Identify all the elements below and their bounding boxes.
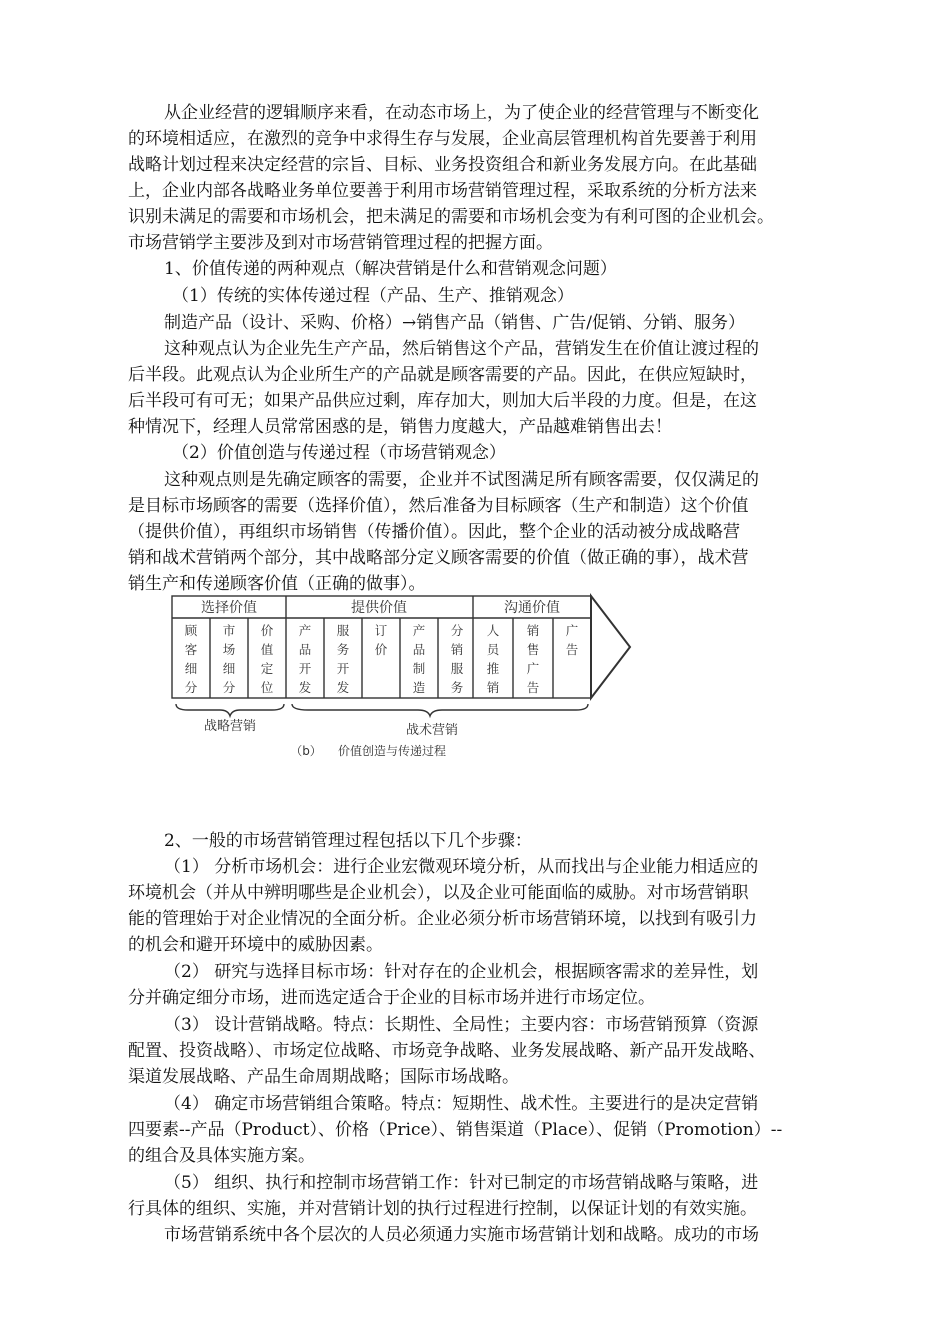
group-label-select: 选择价值 (201, 600, 257, 616)
diagram-cell-label: 价值定位 (260, 623, 274, 695)
paragraph-traditional (128, 336, 872, 362)
text-line: 识别未满足的需要和市场机会，把未满足的需要和市场机会变为有利可图的企业机会。 (128, 207, 774, 227)
heading-1-1: （1）传统的实体传递过程（产品、生产、推销观念） (172, 286, 574, 306)
formula-line: 制造产品（设计、采购、价格）→销售产品（销售、广告/促销、分销、服务） (164, 313, 745, 333)
text-line: 行具体的组织、实施，并对营销计划的执行过程进行控制，以保证计划的有效实施。 (128, 1199, 757, 1219)
text-line: 销生产和传递顾客价值（正确的做事）。 (128, 574, 426, 594)
diagram-cell-label: 人员推销 (486, 623, 500, 695)
heading-1: 1、价值传递的两种观点（解决营销是什么和营销观念问题） (164, 259, 617, 279)
text-line: 环境机会（并从中辨明哪些是企业机会），以及企业可能面临的威胁。对市场营销职 (128, 883, 749, 903)
step-3 (128, 1012, 872, 1038)
text-line: 种情况下，经理人员常常困惑的是，销售力度越大，产品越难销售出去！ (128, 417, 672, 437)
diagram-cell-label: 市场细分 (222, 623, 236, 695)
paragraph-closing (128, 1222, 872, 1248)
brace-label-tactical: 战术营销 (405, 723, 459, 738)
step-1 (128, 854, 872, 880)
heading-2: 2、一般的市场营销管理过程包括以下几个步骤： (164, 831, 532, 851)
text-line: 的组合及具体实施方案。 (128, 1146, 315, 1166)
group-label-communicate: 沟通价值 (504, 600, 560, 616)
text-line: 是目标市场顾客的需要（选择价值），然后准备为目标顾客（生产和制造）这个价值 (128, 496, 749, 516)
paragraph-value (128, 467, 872, 493)
paragraph-intro-cont (128, 126, 836, 256)
text-line: 这种观点则是先确定顾客的需要，企业并不试图满足所有顾客需要，仅仅满足的 (164, 470, 759, 490)
text-line: （5） 组织、执行和控制市场营销工作：针对已制定的市场营销战略与策略，进 (164, 1173, 759, 1193)
text-line: 分并确定细分市场，进而选定适合于企业的目标市场并进行市场定位。 (128, 988, 655, 1008)
value-chain-diagram (168, 592, 648, 764)
diagram-cell-label: 分销服务 (450, 623, 464, 695)
diagram-cell-label: 顾客细分 (184, 623, 198, 695)
text-line: （1） 分析市场机会：进行企业宏微观环境分析，从而找出与企业能力相适应的 (164, 857, 759, 877)
step-2-cont (128, 985, 836, 1011)
text-line: 从企业经营的逻辑顺序来看，在动态市场上，为了使企业的经营管理与不断变化 (164, 103, 759, 123)
text-line: 渠道发展战略、产品生命周期战略；国际市场战略。 (128, 1067, 519, 1087)
diagram-cell-label: 产品制造 (412, 623, 426, 695)
diagram-cell-label: 销售广告 (526, 623, 540, 695)
text-line: （提供价值），再组织市场销售（传播价值）。因此，整个企业的活动被分成战略营 (128, 522, 740, 542)
diagram-cell-label: 订价 (374, 623, 388, 657)
diagram-cell-label: 广告 (565, 623, 579, 657)
text-line: （2） 研究与选择目标市场：针对存在的企业机会，根据顾客需求的差异性，划 (164, 962, 759, 982)
text-line: 上，企业内部各战略业务单位要善于利用市场营销管理过程，采取系统的分析方法来 (128, 181, 757, 201)
text-line: 的环境相适应，在激烈的竞争中求得生存与发展，企业高层管理机构首先要善于利用 (128, 129, 757, 149)
text-line: 后半段。此观点认为企业所生产的产品就是顾客需要的产品。因此，在供应短缺时， (128, 365, 757, 385)
text-line: 这种观点认为企业先生产产品，然后销售这个产品，营销发生在价值让渡过程的 (164, 339, 759, 359)
text-line: 战略计划过程来决定经营的宗旨、目标、业务投资组合和新业务发展方向。在此基础 (128, 155, 757, 175)
text-line: 后半段可有可无；如果产品供应过剩，库存加大，则加大后半段的力度。但是，在这 (128, 391, 757, 411)
text-line: 的机会和避开环境中的威胁因素。 (128, 935, 383, 955)
paragraph-intro (128, 100, 872, 126)
text-line: 四要素--产品（Product）、价格（Price）、销售渠道（Place）、促销（Promotion）-- (128, 1120, 783, 1140)
step-5-cont (128, 1196, 836, 1222)
step-4 (128, 1091, 872, 1117)
diagram-arrow-head (591, 596, 630, 698)
text-line: （4） 确定市场营销组合策略。特点：短期性、战术性。主要进行的是决定营销 (164, 1094, 759, 1114)
group-label-provide: 提供价值 (351, 600, 407, 616)
text-line: 市场营销系统中各个层次的人员必须通力实施市场营销计划和战略。成功的市场 (164, 1225, 759, 1245)
heading-1-2: （2）价值创造与传递过程（市场营销观念） (172, 443, 506, 463)
brace-label-strategic: 战略营销 (203, 719, 257, 734)
brace-strategic (176, 704, 284, 716)
text-line: 配置、投资战略）、市场定位战略、市场竞争战略、业务发展战略、新产品开发战略、 (128, 1041, 766, 1061)
step-5 (128, 1170, 872, 1196)
diagram-cell-label: 服务开发 (336, 623, 350, 695)
text-line: （3） 设计营销战略。特点：长期性、全局性；主要内容：市场营销预算（资源 (164, 1015, 759, 1035)
text-line: 能的管理始于对企业情况的全面分析。企业必须分析市场营销环境，以找到有吸引力 (128, 909, 757, 929)
step-4-cont (128, 1117, 836, 1169)
paragraph-value-cont (128, 493, 836, 597)
brace-tactical (292, 704, 588, 716)
diagram-cells (185, 623, 579, 695)
step-3-cont (128, 1038, 836, 1090)
step-2 (128, 959, 872, 985)
caption-tag: （b） (290, 744, 322, 758)
paragraph-traditional-cont (128, 362, 836, 440)
step-1-cont (128, 880, 836, 958)
diagram-caption: 价值创造与传递过程 (338, 744, 447, 758)
text-line: 市场营销学主要涉及到对市场营销管理过程的把握方面。 (128, 233, 553, 253)
text-line: 销和战术营销两个部分，其中战略部分定义顾客需要的价值（做正确的事），战术营 (128, 548, 749, 568)
diagram-cell-label: 产品开发 (298, 623, 312, 695)
